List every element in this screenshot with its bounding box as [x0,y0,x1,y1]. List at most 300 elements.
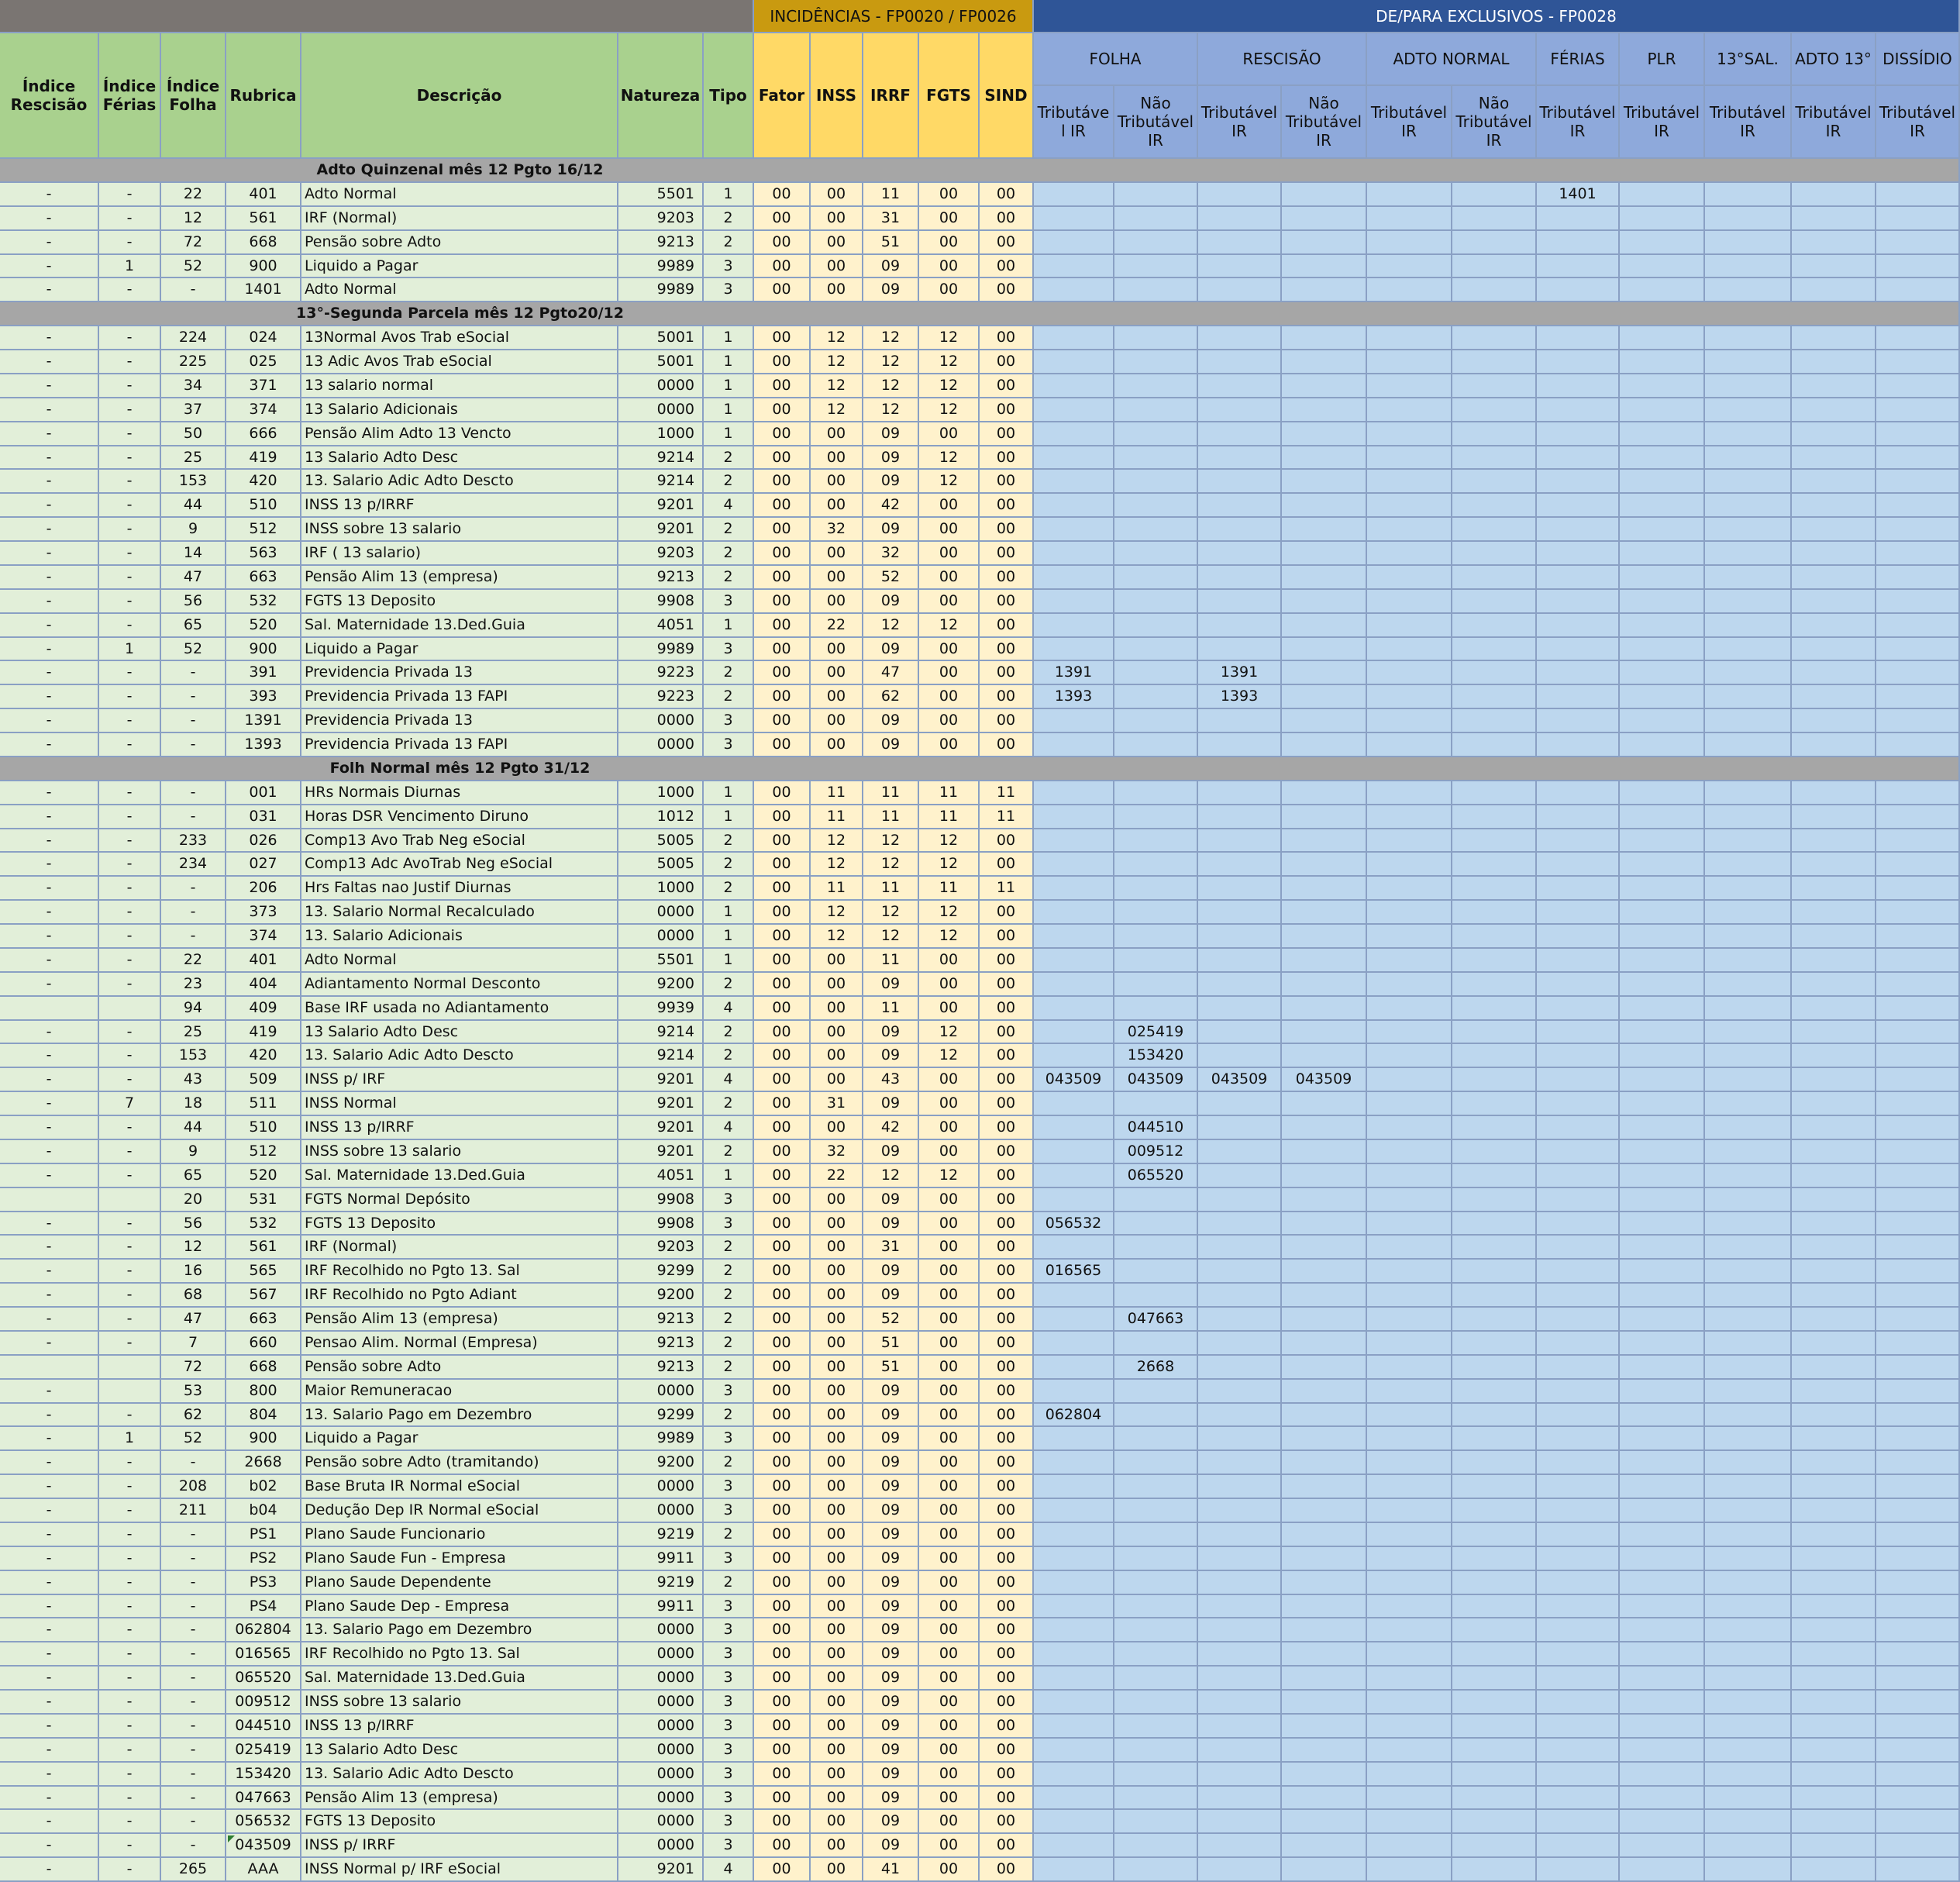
rubrica-cell[interactable]: 532 [226,1212,301,1236]
depara-cell[interactable] [1367,398,1452,422]
depara-cell[interactable] [1537,614,1620,638]
irrf-cell[interactable]: 09 [863,1380,919,1404]
tipo-cell[interactable]: 2 [704,470,754,494]
irrf-cell[interactable]: 09 [863,1044,919,1068]
rubrica-cell[interactable]: 025 [226,350,301,374]
indice-ferias-cell[interactable]: 1 [99,638,161,661]
rubrica-cell[interactable]: 024 [226,326,301,350]
depara-cell[interactable] [1876,446,1960,470]
irrf-cell[interactable]: 43 [863,1068,919,1092]
indice-rescisao-cell[interactable]: - [0,1044,99,1068]
depara-cell[interactable]: 016565 [1034,1260,1114,1284]
inss-cell[interactable]: 00 [811,1380,863,1404]
depara-cell[interactable] [1034,1787,1114,1810]
irrf-cell[interactable]: 09 [863,1739,919,1763]
depara-cell[interactable] [1537,1044,1620,1068]
inss-cell[interactable]: 00 [811,733,863,757]
inss-cell[interactable]: 00 [811,1260,863,1284]
natureza-cell[interactable]: 9219 [618,1571,704,1595]
indice-folha-cell[interactable]: 44 [161,494,226,518]
depara-cell[interactable] [1620,925,1705,949]
indice-rescisao-cell[interactable]: - [0,1858,99,1882]
depara-cell[interactable] [1114,877,1198,901]
depara-cell[interactable] [1537,1116,1620,1140]
fator-cell[interactable]: 00 [754,709,811,733]
depara-cell[interactable] [1876,853,1960,877]
fgts-cell[interactable]: 00 [919,1140,980,1164]
natureza-cell[interactable]: 9911 [618,1547,704,1571]
depara-cell[interactable] [1792,494,1876,518]
depara-cell[interactable] [1198,1044,1282,1068]
fator-cell[interactable]: 00 [754,949,811,973]
fator-cell[interactable]: 00 [754,685,811,709]
depara-cell[interactable] [1034,1547,1114,1571]
depara-cell[interactable] [1452,1188,1537,1212]
depara-cell[interactable] [1367,1547,1452,1571]
irrf-cell[interactable]: 12 [863,398,919,422]
tipo-cell[interactable]: 4 [704,1116,754,1140]
depara-cell[interactable] [1452,1523,1537,1547]
depara-cell[interactable] [1705,398,1792,422]
indice-ferias-cell[interactable]: - [99,1236,161,1260]
descricao-cell[interactable]: Pensão Alim 13 (empresa) [301,566,618,590]
indice-ferias-cell[interactable]: - [99,614,161,638]
depara-cell[interactable] [1620,877,1705,901]
inss-cell[interactable]: 12 [811,925,863,949]
tipo-cell[interactable]: 2 [704,853,754,877]
tipo-cell[interactable]: 1 [704,901,754,925]
fgts-cell[interactable]: 12 [919,326,980,350]
descricao-cell[interactable]: Liquido a Pagar [301,255,618,278]
depara-cell[interactable] [1114,1618,1198,1642]
irrf-cell[interactable]: 41 [863,1858,919,1882]
depara-cell[interactable] [1282,1212,1367,1236]
depara-cell[interactable] [1282,1523,1367,1547]
fgts-cell[interactable]: 00 [919,638,980,661]
depara-cell[interactable] [1792,1332,1876,1356]
depara-cell[interactable] [1198,1164,1282,1188]
depara-cell[interactable] [1034,781,1114,805]
indice-rescisao-cell[interactable]: - [0,470,99,494]
depara-cell[interactable] [1537,350,1620,374]
indice-folha-cell[interactable]: - [161,1787,226,1810]
indice-rescisao-cell[interactable]: - [0,1571,99,1595]
depara-cell[interactable] [1792,183,1876,207]
descricao-cell[interactable]: Previdencia Privada 13 FAPI [301,733,618,757]
depara-cell[interactable] [1792,1810,1876,1834]
depara-cell[interactable] [1620,1787,1705,1810]
descricao-cell[interactable]: Previdencia Privada 13 FAPI [301,685,618,709]
sind-cell[interactable]: 00 [980,255,1034,278]
fgts-cell[interactable]: 00 [919,494,980,518]
indice-folha-cell[interactable]: 12 [161,1236,226,1260]
depara-cell[interactable] [1367,1618,1452,1642]
natureza-cell[interactable]: 9213 [618,231,704,255]
depara-cell[interactable] [1537,1595,1620,1618]
sind-cell[interactable]: 00 [980,1523,1034,1547]
depara-cell[interactable] [1876,1356,1960,1380]
indice-ferias-cell[interactable]: - [99,1044,161,1068]
sind-cell[interactable]: 00 [980,1739,1034,1763]
rubrica-cell[interactable]: 563 [226,542,301,566]
depara-cell[interactable] [1034,398,1114,422]
descricao-cell[interactable]: Adiantamento Normal Desconto [301,973,618,997]
fgts-cell[interactable]: 00 [919,1116,980,1140]
fator-cell[interactable]: 00 [754,1356,811,1380]
inss-cell[interactable]: 11 [811,781,863,805]
depara-cell[interactable] [1367,1380,1452,1404]
fgts-cell[interactable]: 11 [919,877,980,901]
indice-folha-cell[interactable]: 34 [161,374,226,398]
depara-cell[interactable] [1537,709,1620,733]
irrf-cell[interactable]: 09 [863,1787,919,1810]
depara-cell[interactable] [1367,494,1452,518]
indice-folha-cell[interactable]: - [161,1810,226,1834]
sind-cell[interactable]: 00 [980,661,1034,685]
fator-cell[interactable]: 00 [754,518,811,542]
depara-cell[interactable] [1367,1523,1452,1547]
indice-rescisao-cell[interactable]: - [0,1236,99,1260]
tipo-cell[interactable]: 1 [704,614,754,638]
natureza-cell[interactable]: 5001 [618,350,704,374]
natureza-cell[interactable]: 9213 [618,566,704,590]
depara-cell[interactable] [1705,1691,1792,1715]
indice-folha-cell[interactable]: - [161,1667,226,1691]
indice-folha-cell[interactable]: 52 [161,1427,226,1451]
inss-cell[interactable]: 00 [811,1188,863,1212]
natureza-cell[interactable]: 5501 [618,183,704,207]
sind-cell[interactable]: 00 [980,1642,1034,1667]
indice-ferias-cell[interactable]: - [99,1810,161,1834]
indice-rescisao-cell[interactable]: - [0,494,99,518]
indice-ferias-cell[interactable]: - [99,1595,161,1618]
fator-cell[interactable]: 00 [754,422,811,446]
fator-cell[interactable]: 00 [754,1571,811,1595]
fator-cell[interactable]: 00 [754,925,811,949]
depara-cell[interactable] [1452,638,1537,661]
tipo-cell[interactable]: 2 [704,542,754,566]
descricao-cell[interactable]: IRF Recolhido no Pgto 13. Sal [301,1642,618,1667]
rubrica-cell[interactable]: 062804 [226,1618,301,1642]
depara-cell[interactable]: 043509 [1034,1068,1114,1092]
depara-cell[interactable] [1620,1499,1705,1523]
depara-cell[interactable] [1367,1308,1452,1332]
indice-ferias-cell[interactable]: - [99,183,161,207]
depara-cell[interactable] [1705,350,1792,374]
depara-cell[interactable] [1876,614,1960,638]
descricao-cell[interactable]: Sal. Maternidade 13.Ded.Guia [301,1164,618,1188]
depara-cell[interactable] [1034,949,1114,973]
natureza-cell[interactable]: 9911 [618,1595,704,1618]
depara-cell[interactable] [1620,590,1705,614]
depara-cell[interactable] [1876,685,1960,709]
rubrica-cell[interactable]: 532 [226,590,301,614]
depara-cell[interactable] [1620,278,1705,302]
depara-cell[interactable] [1620,1547,1705,1571]
depara-cell[interactable] [1282,1116,1367,1140]
depara-cell[interactable] [1452,709,1537,733]
depara-cell[interactable] [1876,901,1960,925]
depara-cell[interactable] [1537,1691,1620,1715]
tipo-cell[interactable]: 2 [704,1021,754,1044]
depara-cell[interactable] [1876,278,1960,302]
depara-cell[interactable] [1198,255,1282,278]
rubrica-cell[interactable]: 371 [226,374,301,398]
depara-cell[interactable] [1537,877,1620,901]
depara-cell[interactable] [1705,1475,1792,1499]
tipo-cell[interactable]: 3 [704,1763,754,1787]
fgts-cell[interactable]: 00 [919,685,980,709]
natureza-cell[interactable]: 4051 [618,614,704,638]
rubrica-cell[interactable]: 374 [226,398,301,422]
irrf-cell[interactable]: 51 [863,1332,919,1356]
fator-cell[interactable]: 00 [754,1068,811,1092]
depara-cell[interactable] [1876,566,1960,590]
fgts-cell[interactable]: 12 [919,1021,980,1044]
depara-cell[interactable] [1034,1595,1114,1618]
sind-cell[interactable]: 00 [980,733,1034,757]
depara-cell[interactable] [1282,781,1367,805]
indice-folha-cell[interactable]: 25 [161,446,226,470]
depara-cell[interactable] [1114,422,1198,446]
sind-cell[interactable]: 00 [980,326,1034,350]
depara-cell[interactable] [1620,1164,1705,1188]
rubrica-cell[interactable]: 900 [226,1427,301,1451]
depara-cell[interactable] [1792,1763,1876,1787]
depara-cell[interactable] [1792,566,1876,590]
depara-cell[interactable] [1876,1595,1960,1618]
indice-rescisao-cell[interactable]: - [0,1763,99,1787]
indice-ferias-cell[interactable]: - [99,1164,161,1188]
fator-cell[interactable]: 00 [754,207,811,231]
depara-cell[interactable] [1198,1739,1282,1763]
depara-cell[interactable] [1452,1236,1537,1260]
depara-cell[interactable] [1282,1356,1367,1380]
sind-cell[interactable]: 00 [980,374,1034,398]
depara-cell[interactable] [1537,422,1620,446]
fator-cell[interactable]: 00 [754,1021,811,1044]
sind-cell[interactable]: 00 [980,446,1034,470]
indice-folha-cell[interactable]: 16 [161,1260,226,1284]
depara-cell[interactable] [1452,685,1537,709]
depara-cell[interactable] [1620,183,1705,207]
fator-cell[interactable]: 00 [754,1116,811,1140]
depara-cell[interactable] [1282,566,1367,590]
tipo-cell[interactable]: 1 [704,781,754,805]
depara-cell[interactable] [1705,1739,1792,1763]
indice-ferias-cell[interactable]: - [99,685,161,709]
depara-cell[interactable] [1705,805,1792,829]
depara-cell[interactable] [1792,949,1876,973]
depara-cell[interactable] [1114,1763,1198,1787]
indice-folha-cell[interactable]: 43 [161,1068,226,1092]
depara-cell[interactable] [1452,1116,1537,1140]
inss-cell[interactable]: 22 [811,1164,863,1188]
depara-cell[interactable] [1620,901,1705,925]
depara-cell[interactable] [1620,1021,1705,1044]
indice-ferias-cell[interactable]: - [99,877,161,901]
tipo-cell[interactable]: 2 [704,685,754,709]
depara-cell[interactable] [1198,1404,1282,1427]
irrf-cell[interactable]: 52 [863,1308,919,1332]
fgts-cell[interactable]: 00 [919,973,980,997]
irrf-cell[interactable]: 11 [863,781,919,805]
depara-cell[interactable] [1452,1691,1537,1715]
fgts-cell[interactable]: 00 [919,1236,980,1260]
depara-cell[interactable] [1198,326,1282,350]
depara-cell[interactable] [1876,1332,1960,1356]
natureza-cell[interactable]: 9203 [618,207,704,231]
tipo-cell[interactable]: 3 [704,1810,754,1834]
indice-rescisao-cell[interactable]: - [0,398,99,422]
depara-cell[interactable] [1198,1236,1282,1260]
depara-cell[interactable] [1620,207,1705,231]
irrf-cell[interactable]: 09 [863,709,919,733]
indice-folha-cell[interactable]: - [161,925,226,949]
natureza-cell[interactable]: 1000 [618,422,704,446]
indice-folha-cell[interactable]: 14 [161,542,226,566]
depara-cell[interactable]: 047663 [1114,1308,1198,1332]
indice-rescisao-cell[interactable]: - [0,1116,99,1140]
indice-ferias-cell[interactable]: - [99,1260,161,1284]
indice-ferias-cell[interactable]: - [99,1021,161,1044]
depara-cell[interactable] [1282,422,1367,446]
indice-ferias-cell[interactable]: - [99,1332,161,1356]
tipo-cell[interactable]: 1 [704,350,754,374]
depara-cell[interactable] [1114,925,1198,949]
sind-cell[interactable]: 00 [980,1618,1034,1642]
fgts-cell[interactable]: 00 [919,997,980,1021]
depara-cell[interactable] [1537,1547,1620,1571]
fator-cell[interactable]: 00 [754,1236,811,1260]
indice-ferias-cell[interactable]: - [99,1642,161,1667]
inss-cell[interactable]: 11 [811,877,863,901]
irrf-cell[interactable]: 31 [863,1236,919,1260]
sind-cell[interactable]: 00 [980,925,1034,949]
irrf-cell[interactable]: 09 [863,1691,919,1715]
indice-ferias-cell[interactable]: - [99,901,161,925]
depara-cell[interactable] [1452,1642,1537,1667]
indice-rescisao-cell[interactable]: - [0,1834,99,1858]
indice-folha-cell[interactable]: 22 [161,183,226,207]
fator-cell[interactable]: 00 [754,781,811,805]
indice-folha-cell[interactable]: 12 [161,207,226,231]
descricao-cell[interactable]: Pensão Alim 13 (empresa) [301,1787,618,1810]
tipo-cell[interactable]: 2 [704,973,754,997]
depara-cell[interactable] [1452,566,1537,590]
depara-cell[interactable] [1282,973,1367,997]
inss-cell[interactable]: 00 [811,1021,863,1044]
depara-cell[interactable] [1114,1475,1198,1499]
irrf-cell[interactable]: 47 [863,661,919,685]
tipo-cell[interactable]: 2 [704,1140,754,1164]
natureza-cell[interactable]: 9201 [618,1140,704,1164]
indice-rescisao-cell[interactable]: - [0,614,99,638]
indice-rescisao-cell[interactable]: - [0,422,99,446]
depara-cell[interactable] [1114,398,1198,422]
depara-cell[interactable] [1537,494,1620,518]
inss-cell[interactable]: 00 [811,1284,863,1308]
depara-cell[interactable] [1114,1092,1198,1116]
rubrica-cell[interactable]: 520 [226,614,301,638]
depara-cell[interactable] [1620,1595,1705,1618]
indice-folha-cell[interactable]: 62 [161,1404,226,1427]
rubrica-cell[interactable]: 016565 [226,1642,301,1667]
depara-cell[interactable] [1792,781,1876,805]
depara-cell[interactable] [1367,973,1452,997]
depara-cell[interactable] [1537,1834,1620,1858]
depara-cell[interactable] [1034,374,1114,398]
descricao-cell[interactable]: INSS 13 p/IRRF [301,1116,618,1140]
inss-cell[interactable]: 00 [811,1834,863,1858]
depara-cell[interactable] [1198,1427,1282,1451]
depara-cell[interactable] [1114,1810,1198,1834]
sind-cell[interactable]: 00 [980,614,1034,638]
depara-cell[interactable] [1452,949,1537,973]
indice-rescisao-cell[interactable]: - [0,1332,99,1356]
sind-cell[interactable]: 11 [980,781,1034,805]
depara-cell[interactable] [1792,1380,1876,1404]
inss-cell[interactable]: 00 [811,1451,863,1475]
depara-cell[interactable] [1198,590,1282,614]
depara-cell[interactable] [1034,901,1114,925]
fgts-cell[interactable]: 12 [919,614,980,638]
depara-cell[interactable] [1705,1834,1792,1858]
indice-folha-cell[interactable]: 233 [161,829,226,853]
depara-cell[interactable] [1452,661,1537,685]
indice-rescisao-cell[interactable]: - [0,709,99,733]
depara-cell[interactable] [1282,1451,1367,1475]
tipo-cell[interactable]: 2 [704,1092,754,1116]
fator-cell[interactable]: 00 [754,1523,811,1547]
depara-cell[interactable] [1537,1092,1620,1116]
depara-cell[interactable] [1876,1810,1960,1834]
depara-cell[interactable] [1705,278,1792,302]
depara-cell[interactable] [1034,590,1114,614]
inss-cell[interactable]: 00 [811,661,863,685]
rubrica-cell[interactable]: 409 [226,997,301,1021]
tipo-cell[interactable]: 2 [704,1451,754,1475]
natureza-cell[interactable]: 1000 [618,781,704,805]
depara-cell[interactable] [1034,422,1114,446]
indice-folha-cell[interactable]: - [161,709,226,733]
indice-ferias-cell[interactable]: - [99,661,161,685]
indice-folha-cell[interactable]: - [161,278,226,302]
depara-cell[interactable] [1876,1284,1960,1308]
depara-cell[interactable] [1705,1642,1792,1667]
depara-cell[interactable] [1034,1571,1114,1595]
irrf-cell[interactable]: 11 [863,997,919,1021]
depara-cell[interactable] [1705,781,1792,805]
fator-cell[interactable]: 00 [754,566,811,590]
rubrica-cell[interactable]: AAA [226,1858,301,1882]
sind-cell[interactable]: 00 [980,398,1034,422]
depara-cell[interactable] [1792,1404,1876,1427]
natureza-cell[interactable]: 0000 [618,1380,704,1404]
depara-cell[interactable] [1452,1451,1537,1475]
indice-folha-cell[interactable]: 68 [161,1284,226,1308]
inss-cell[interactable]: 12 [811,853,863,877]
depara-cell[interactable] [1114,590,1198,614]
depara-cell[interactable] [1034,446,1114,470]
depara-cell[interactable] [1034,1499,1114,1523]
depara-cell[interactable] [1198,925,1282,949]
irrf-cell[interactable]: 09 [863,1715,919,1739]
inss-cell[interactable]: 00 [811,997,863,1021]
depara-cell[interactable] [1876,1451,1960,1475]
depara-cell[interactable] [1705,231,1792,255]
depara-cell[interactable] [1198,350,1282,374]
